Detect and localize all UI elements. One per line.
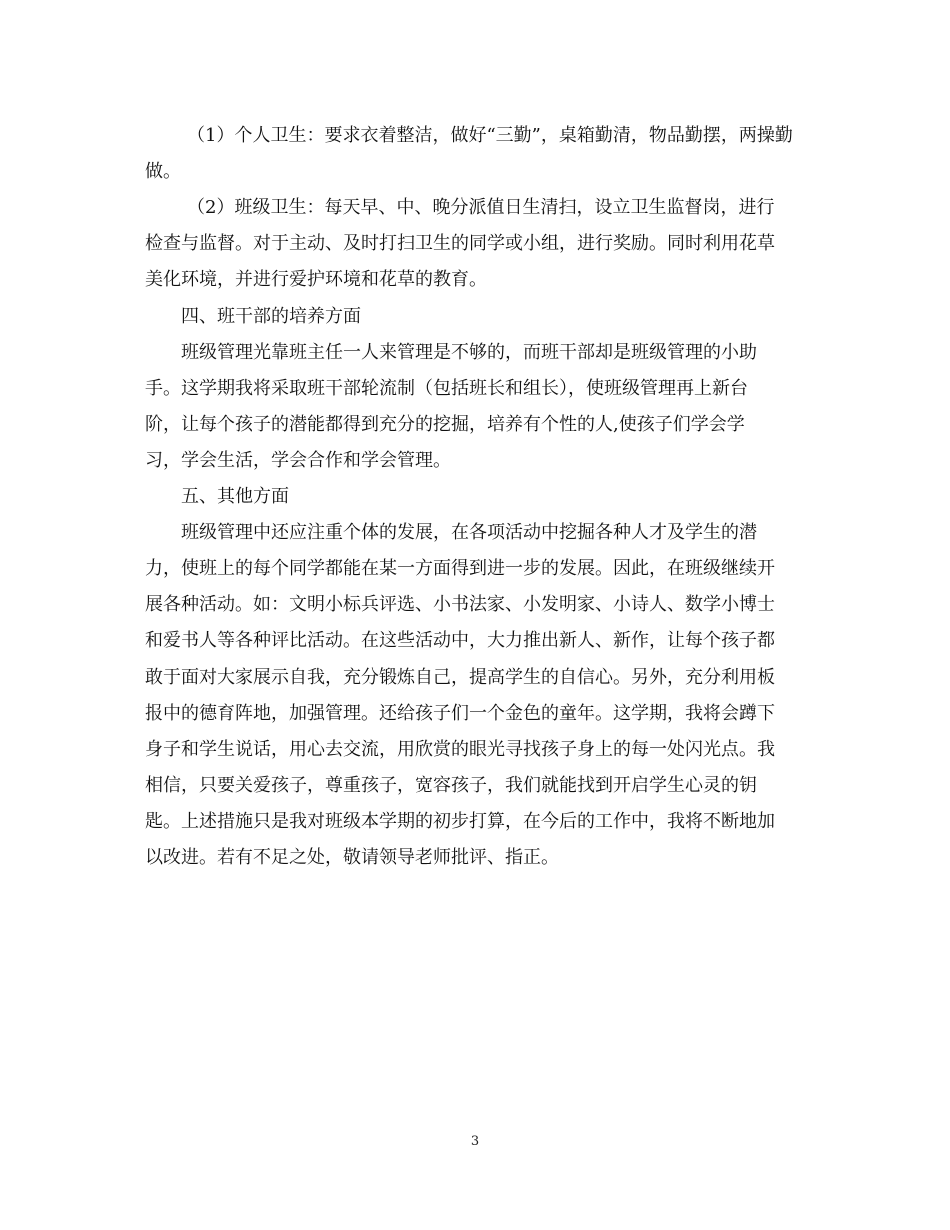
text-line: （1）个人卫生：要求衣着整洁，做好“三勤”，桌箱勤清，物品勤摆，两操勤 [187,125,793,146]
text-line: 展各种活动。如：文明小标兵评选、小书法家、小发明家、小诗人、数学小博士 [145,594,775,616]
text-line: 检查与监督。对于主动、及时打扫卫生的同学或小组，进行奖励。同时利用花草 [145,233,775,255]
page-number: 3 [470,1134,480,1149]
text-line: 匙。上述措施只是我对班级本学期的初步打算，在今后的工作中，我将不断地加 [145,810,775,832]
text-line: 五、其他方面 [181,486,289,507]
text-line: 和爱书人等各种评比活动。在这些活动中，大力推出新人、新作，让每个孩子都 [145,630,775,652]
text-line: 班级管理中还应注重个体的发展，在各项活动中挖掘各种人才及学生的潜 [181,522,757,544]
text-line: 力，使班上的每个同学都能在某一方面得到进一步的发展。因此，在班级继续开 [145,558,775,580]
text-line: 手。这学期我将采取班干部轮流制（包括班长和组长），使班级管理再上新台 [145,377,748,399]
text-line: 做。 [145,161,181,183]
text-line: 四、班干部的培养方面 [181,305,361,327]
text-line: 身子和学生说话，用心去交流，用欣赏的眼光寻找孩子身上的每一处闪光点。我 [145,738,775,760]
text-line: 习，学会生活，学会合作和学会管理。 [145,449,451,471]
text-line: 阶，让每个孩子的潜能都得到充分的挖掘，培养有个性的人,使孩子们学会学 [145,413,745,435]
text-line: 敢于面对大家展示自我，充分锻炼自己，提高学生的自信心。另外，充分利用板 [145,666,775,688]
text-line: 班级管理光靠班主任一人来管理是不够的，而班干部却是班级管理的小助 [181,341,757,363]
text-line: 美化环境，并进行爱护环境和花草的教育。 [145,269,487,291]
text-line: 相信，只要关爱孩子，尊重孩子，宽容孩子，我们就能找到开启学生心灵的钥 [145,774,757,796]
text-line: 以改进。若有不足之处，敬请领导老师批评、指正。 [145,847,559,868]
text-line: 报中的德育阵地，加强管理。还给孩子们一个金色的童年。这学期，我将会蹲下 [145,702,775,724]
text-line: （2）班级卫生：每天早、中、晚分派值日生清扫，设立卫生监督岗，进行 [187,197,775,219]
